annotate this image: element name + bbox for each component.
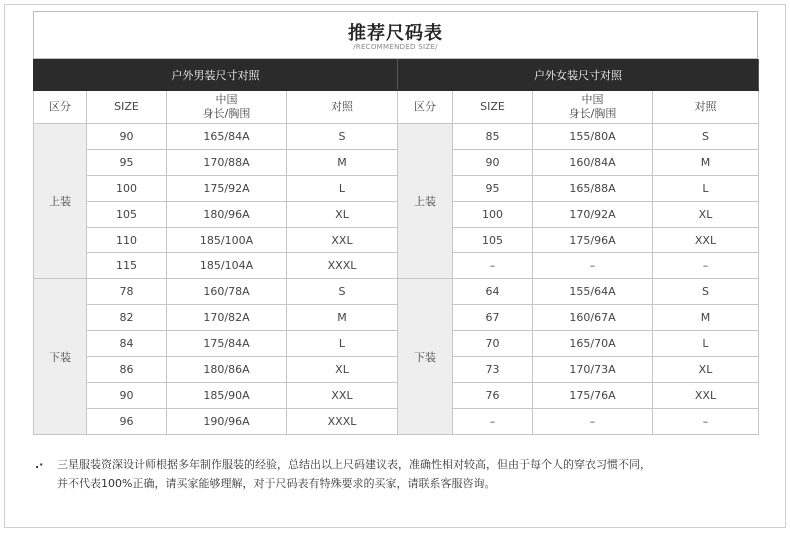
men-cell-compare: XXXL [287,408,398,434]
women-section-top: 上装 [398,124,453,279]
men-cell-height: 175/84A [167,331,287,357]
men-cell-compare: XXXL [287,253,398,279]
title-banner [33,11,758,59]
men-cell-compare: XXL [287,227,398,253]
men-cell-height: 185/100A [167,227,287,253]
women-cell-compare: XXL [653,382,759,408]
women-cell-height: 170/92A [533,201,653,227]
men-cell-height: 170/82A [167,305,287,331]
women-cell-size: 85 [453,124,533,150]
men-cell-size: 96 [87,408,167,434]
men-col-section: 区分 [34,91,87,124]
women-cell-height: 170/73A [533,357,653,383]
women-cell-size: 67 [453,305,533,331]
women-cell-compare: M [653,149,759,175]
women-cell-size: 73 [453,357,533,383]
women-cell-height: 155/80A [533,124,653,150]
men-cell-size: 86 [87,357,167,383]
men-cell-compare: M [287,149,398,175]
men-cell-size: 100 [87,175,167,201]
men-cell-height: 170/88A [167,149,287,175]
men-cell-size: 110 [87,227,167,253]
table-row [34,331,759,357]
women-cell-compare: – [653,408,759,434]
men-section-top: 上装 [34,124,87,279]
women-col-size: SIZE [453,91,533,124]
women-header: 户外女装尺寸对照 [398,60,759,91]
men-col-size: SIZE [87,91,167,124]
table-row [34,279,759,305]
women-cell-height: 175/96A [533,227,653,253]
women-cell-compare: XXL [653,227,759,253]
men-cell-compare: XXL [287,382,398,408]
men-col-height-line1: 中国 [215,93,238,106]
men-col-height-line2: 身长/胸围 [202,107,251,120]
size-chart-panel [4,4,786,528]
men-header: 户外男装尺寸对照 [34,60,398,91]
table-row [34,357,759,383]
table-row [34,382,759,408]
men-section-bottom: 下装 [34,279,87,434]
table-row [34,175,759,201]
men-cell-compare: S [287,279,398,305]
men-cell-height: 180/86A [167,357,287,383]
men-cell-compare: M [287,305,398,331]
women-cell-compare: S [653,124,759,150]
women-cell-size: 105 [453,227,533,253]
women-cell-size: 100 [453,201,533,227]
men-cell-height: 175/92A [167,175,287,201]
men-cell-height: 180/96A [167,201,287,227]
table-row [34,124,759,150]
note-bullet: .· [35,458,44,471]
page-title: 推荐尺码表 [348,23,443,44]
size-table-body [34,124,759,435]
men-cell-compare: L [287,331,398,357]
women-col-compare: 对照 [653,91,759,124]
women-cell-size: – [453,408,533,434]
size-table [33,59,759,435]
note-line-2: 并不代表100%正确，请买家能够理解，对于尺码表有特殊要求的买家，请联系客服咨询。 [57,477,496,490]
men-cell-size: 115 [87,253,167,279]
men-cell-height: 160/78A [167,279,287,305]
table-row [34,227,759,253]
men-cell-size: 84 [87,331,167,357]
table-row [34,201,759,227]
women-col-height [533,91,653,124]
men-cell-size: 105 [87,201,167,227]
table-row [34,408,759,434]
women-cell-height: – [533,253,653,279]
men-cell-height: 165/84A [167,124,287,150]
women-col-height-line2: 身长/胸围 [568,107,617,120]
women-cell-compare: XL [653,201,759,227]
men-cell-size: 82 [87,305,167,331]
note-line-1: 三星服装资深设计师根据多年制作服装的经验，总结出以上尺码建议表，准确性相对较高，但由于每个人的穿衣习惯不同， [57,458,651,471]
table-row [34,253,759,279]
women-cell-size: 90 [453,149,533,175]
men-cell-compare: S [287,124,398,150]
women-cell-compare: M [653,305,759,331]
women-cell-compare: S [653,279,759,305]
men-cell-compare: XL [287,357,398,383]
men-col-compare: 对照 [287,91,398,124]
women-section-bottom: 下装 [398,279,453,434]
women-cell-size: – [453,253,533,279]
women-cell-height: 175/76A [533,382,653,408]
women-cell-size: 64 [453,279,533,305]
women-cell-compare: XL [653,357,759,383]
women-cell-size: 70 [453,331,533,357]
table-row [34,305,759,331]
women-cell-compare: L [653,175,759,201]
women-cell-height: 165/88A [533,175,653,201]
page-subtitle: /RECOMMENDED SIZE/ [353,43,438,51]
women-cell-height: 155/64A [533,279,653,305]
women-cell-height: 160/84A [533,149,653,175]
size-note [35,455,765,493]
men-cell-compare: XL [287,201,398,227]
men-cell-size: 90 [87,124,167,150]
men-cell-size: 78 [87,279,167,305]
women-cell-size: 95 [453,175,533,201]
men-cell-height: 185/104A [167,253,287,279]
women-col-section: 区分 [398,91,453,124]
men-cell-height: 185/90A [167,382,287,408]
men-cell-height: 190/96A [167,408,287,434]
size-table-wrap [33,59,758,435]
men-cell-compare: L [287,175,398,201]
women-cell-size: 76 [453,382,533,408]
women-cell-height: 160/67A [533,305,653,331]
men-cell-size: 95 [87,149,167,175]
men-cell-size: 90 [87,382,167,408]
women-cell-compare: – [653,253,759,279]
women-col-height-line1: 中国 [581,93,604,106]
women-cell-height: 165/70A [533,331,653,357]
men-col-height [167,91,287,124]
women-cell-compare: L [653,331,759,357]
table-row [34,149,759,175]
women-cell-height: – [533,408,653,434]
